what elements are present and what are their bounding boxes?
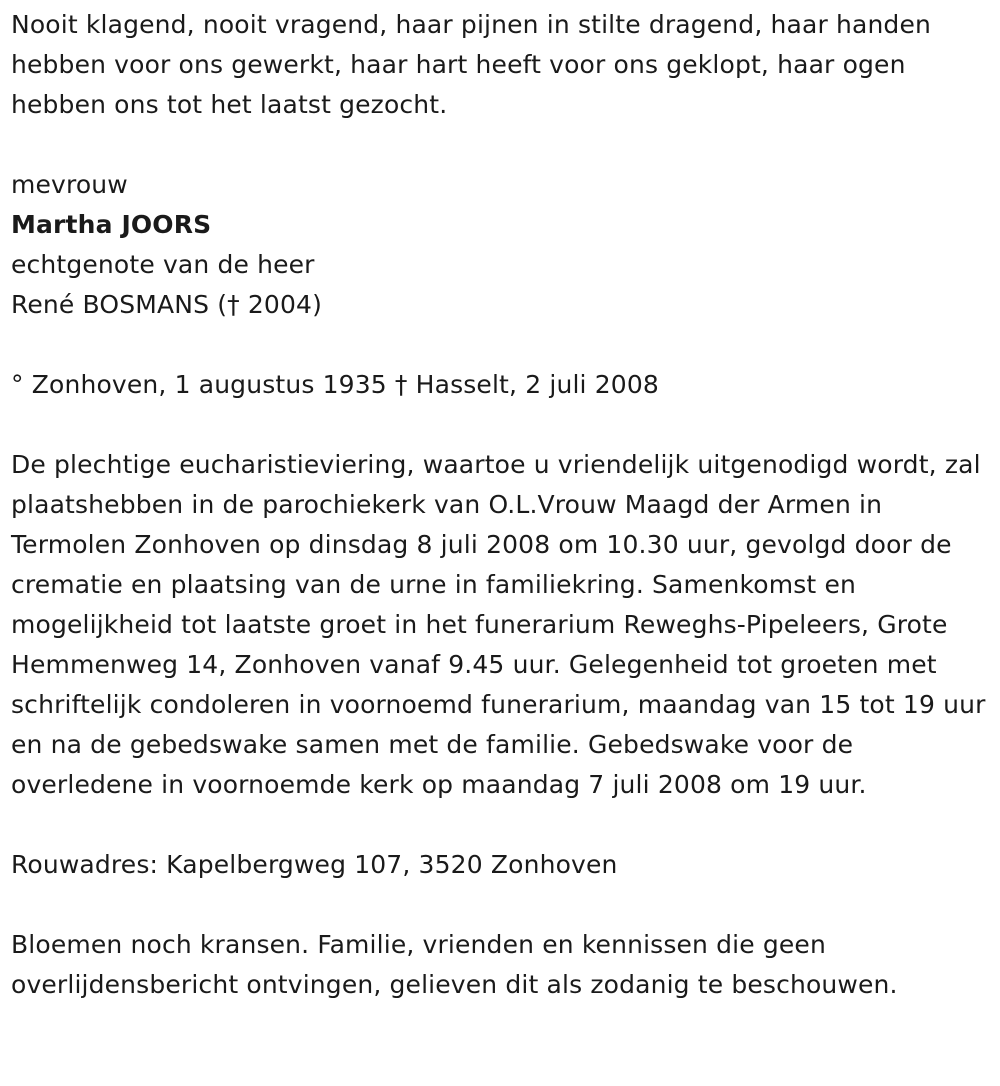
intro-verse: Nooit klagend, nooit vragend, haar pijnen in stilte dragend, haar handen hebben voor ons gewerkt, haar hart heeft voor ons geklopt, haar ogen hebben ons tot het laatst gezocht. <box>11 10 931 119</box>
closing-note: Bloemen noch kransen. Familie, vrienden en kennissen die geen overlijdensbericht ontvingen, gelieven dit als zodanig te beschouwen. <box>11 930 898 999</box>
mourning-address: Rouwadres: Kapelbergweg 107, 3520 Zonhoven <box>11 850 618 879</box>
obituary-text <box>11 5 991 1005</box>
birth-death-line: ° Zonhoven, 1 augustus 1935 † Hasselt, 2 juli 2008 <box>11 370 659 399</box>
title-prefix: mevrouw <box>11 170 128 199</box>
spouse-label: echtgenote van de heer <box>11 250 315 279</box>
deceased-name: Martha JOORS <box>11 210 212 239</box>
ceremony-details: De plechtige eucharistieviering, waartoe u vriendelijk uitgenodigd wordt, zal plaatshebben in de parochiekerk van O.L.Vrouw Maagd der Armen in Termolen Zonhoven op dinsdag 8 juli 2008 om 10.30 uur, gevolgd door de crematie en plaatsing van de urne in familiekring. Samenkomst en mogelijkheid tot laatste groet in het funerarium Reweghs-Pipeleers, Grote Hemmenweg 14, Zonhoven vanaf 9.45 uur. Gelegenheid tot groeten met schriftelijk condoleren in voornoemd funerarium, maandag van 15 tot 19 uur en na de gebedswake samen met de familie. Gebedswake voor de overledene in voornoemde kerk op maandag 7 juli 2008 om 19 uur. <box>11 450 986 799</box>
spouse-name: René BOSMANS († 2004) <box>11 290 322 319</box>
